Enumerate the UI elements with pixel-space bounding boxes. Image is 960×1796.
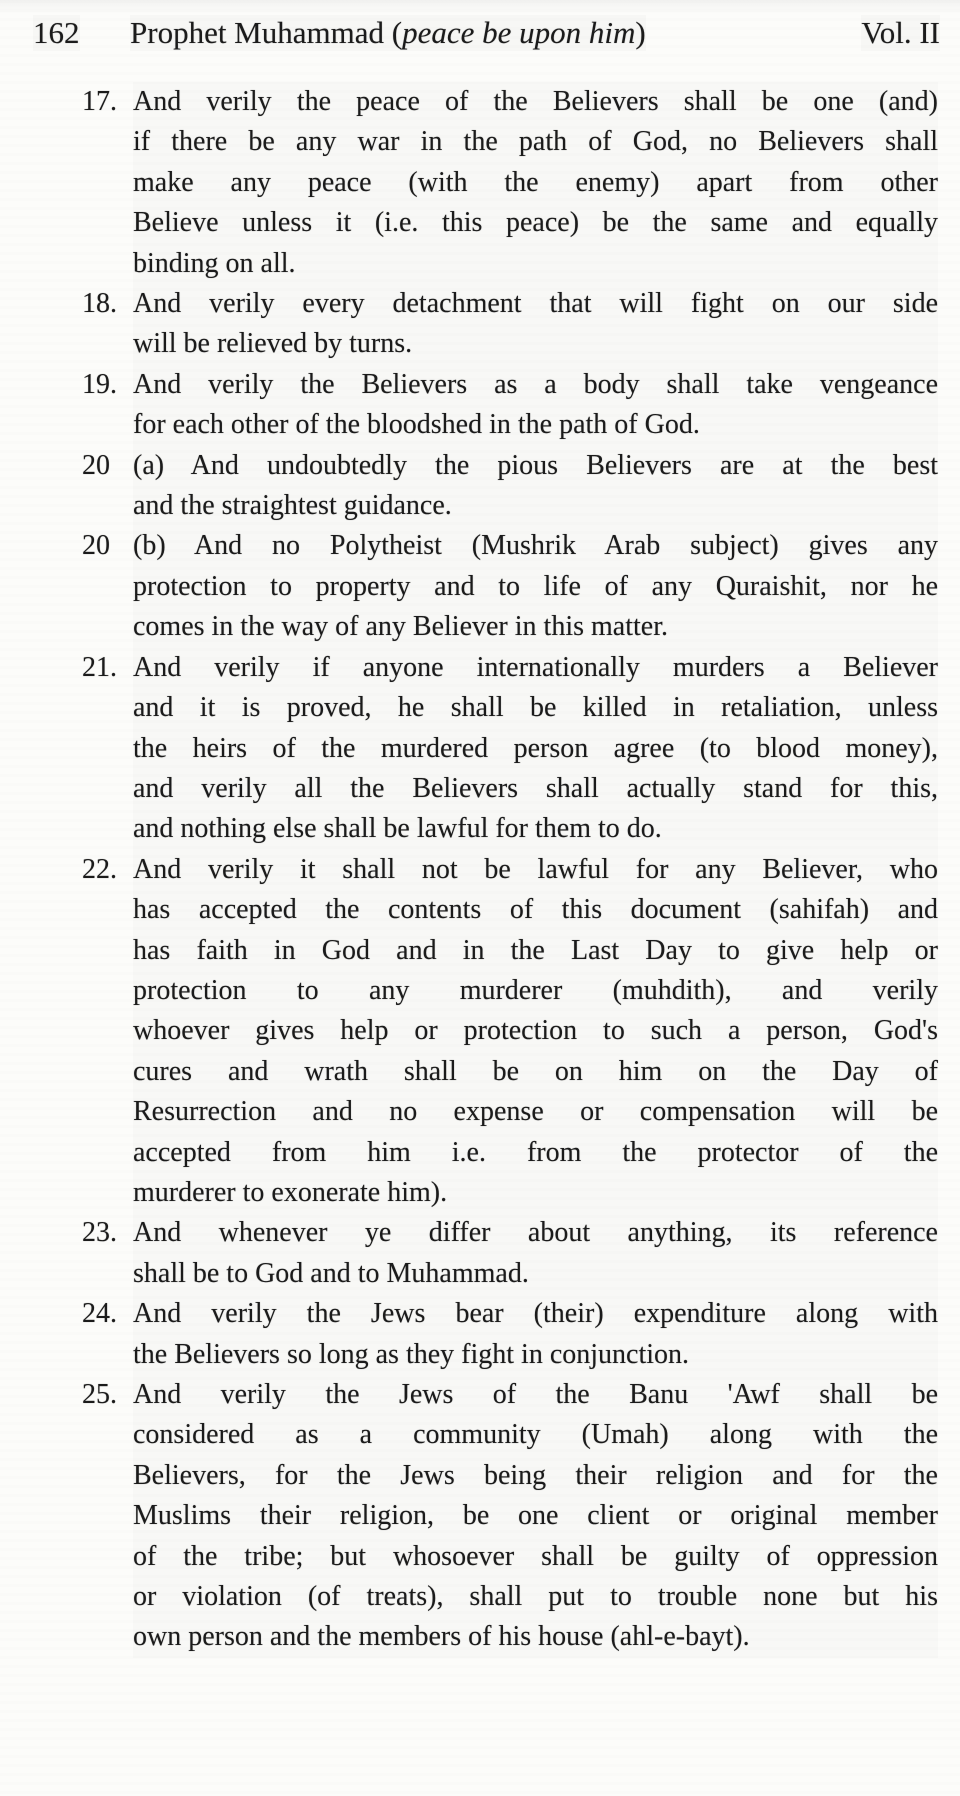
item-number: 23. bbox=[82, 1217, 117, 1249]
item-number: 24. bbox=[82, 1298, 117, 1330]
page-number: 162 bbox=[33, 15, 80, 50]
text-line: shall be to God and to Muhammad. bbox=[133, 1254, 938, 1294]
text-line: protection to any murderer (muhdith), and verily bbox=[133, 971, 938, 1011]
list-item bbox=[82, 648, 938, 850]
list-item bbox=[82, 284, 938, 365]
text-line: the heirs of the murdered person agree (to blood money), bbox=[133, 729, 938, 769]
text-line: And whenever ye differ about anything, its reference bbox=[133, 1213, 938, 1253]
list-item bbox=[82, 1375, 938, 1658]
text-line: of the tribe; but whosoever shall be guilty of oppression bbox=[133, 1537, 938, 1577]
text-line: And verily if anyone internationally murders a Believer bbox=[133, 648, 938, 688]
text-line: accepted from him i.e. from the protector of the bbox=[133, 1133, 938, 1173]
text-line: (a) And undoubtedly the pious Believers are at the best bbox=[133, 446, 938, 486]
item-number: 21. bbox=[82, 651, 117, 683]
running-header bbox=[0, 15, 960, 53]
page-title-suffix: ) bbox=[635, 15, 646, 50]
text-line: comes in the way of any Believer in this matter. bbox=[133, 607, 938, 647]
list-item bbox=[82, 365, 938, 446]
item-number: 20 bbox=[82, 530, 110, 562]
list-item bbox=[82, 1294, 938, 1375]
page-title-prefix: Prophet Muhammad ( bbox=[130, 15, 403, 50]
text-line: will be relieved by turns. bbox=[133, 324, 938, 364]
item-number: 22. bbox=[82, 853, 117, 885]
text-line: Resurrection and no expense or compensation will be bbox=[133, 1092, 938, 1132]
text-line: if there be any war in the path of God, no Believers shall bbox=[133, 122, 938, 162]
text-line: own person and the members of his house (ahl-e-bayt). bbox=[133, 1617, 938, 1657]
item-text bbox=[133, 850, 938, 1214]
text-line: And verily the Jews of the Banu 'Awf shall be bbox=[133, 1375, 938, 1415]
list-item bbox=[82, 446, 938, 527]
text-line: considered as a community (Umah) along with the bbox=[133, 1415, 938, 1455]
text-line: Believe unless it (i.e. this peace) be the same and equally bbox=[133, 203, 938, 243]
text-line: and it is proved, he shall be killed in retaliation, unless bbox=[133, 688, 938, 728]
text-line: and the straightest guidance. bbox=[133, 486, 938, 526]
text-line: And verily every detachment that will fight on our side bbox=[133, 284, 938, 324]
text-line: has faith in God and in the Last Day to give help or bbox=[133, 931, 938, 971]
item-text bbox=[133, 1375, 938, 1658]
item-text bbox=[133, 1213, 938, 1294]
text-line: cures and wrath shall be on him on the Day of bbox=[133, 1052, 938, 1092]
list-item bbox=[82, 850, 938, 1214]
text-line: and nothing else shall be lawful for them to do. bbox=[133, 809, 938, 849]
text-line: and verily all the Believers shall actually stand for this, bbox=[133, 769, 938, 809]
text-line: (b) And no Polytheist (Mushrik Arab subject) gives any bbox=[133, 526, 938, 566]
item-text bbox=[133, 284, 938, 365]
text-line: And verily the Believers as a body shall take vengeance bbox=[133, 365, 938, 405]
list-item bbox=[82, 82, 938, 284]
list-item bbox=[82, 1213, 938, 1294]
list-item bbox=[82, 526, 938, 647]
text-line: murderer to exonerate him). bbox=[133, 1173, 938, 1213]
item-text bbox=[133, 648, 938, 850]
text-line: make any peace (with the enemy) apart from other bbox=[133, 163, 938, 203]
item-text bbox=[133, 446, 938, 527]
volume-label: Vol. II bbox=[861, 15, 940, 50]
page-title bbox=[130, 15, 646, 51]
text-line: binding on all. bbox=[133, 244, 938, 284]
item-text bbox=[133, 526, 938, 647]
text-line: And verily the Jews bear (their) expenditure along with bbox=[133, 1294, 938, 1334]
page-title-italic: peace be upon him bbox=[402, 15, 636, 50]
item-text bbox=[133, 82, 938, 284]
item-number: 20 bbox=[82, 449, 110, 481]
text-line: whoever gives help or protection to such a person, God's bbox=[133, 1011, 938, 1051]
text-line: Muslims their religion, be one client or original member bbox=[133, 1496, 938, 1536]
text-line: or violation (of treats), shall put to trouble none but his bbox=[133, 1577, 938, 1617]
item-number: 18. bbox=[82, 288, 117, 320]
item-text bbox=[133, 1294, 938, 1375]
text-line: has accepted the contents of this document (sahifah) and bbox=[133, 890, 938, 930]
item-number: 19. bbox=[82, 368, 117, 400]
text-line: And verily it shall not be lawful for any Believer, who bbox=[133, 850, 938, 890]
ordinance-list bbox=[82, 82, 938, 1658]
text-line: Believers, for the Jews being their religion and for the bbox=[133, 1456, 938, 1496]
item-text bbox=[133, 365, 938, 446]
item-number: 25. bbox=[82, 1379, 117, 1410]
text-line: And verily the peace of the Believers shall be one (and) bbox=[133, 82, 938, 122]
text-line: the Believers so long as they fight in conjunction. bbox=[133, 1335, 938, 1375]
text-line: for each other of the bloodshed in the path of God. bbox=[133, 405, 938, 445]
text-line: protection to property and to life of any Quraishit, nor he bbox=[133, 567, 938, 607]
item-number: 17. bbox=[82, 86, 117, 117]
